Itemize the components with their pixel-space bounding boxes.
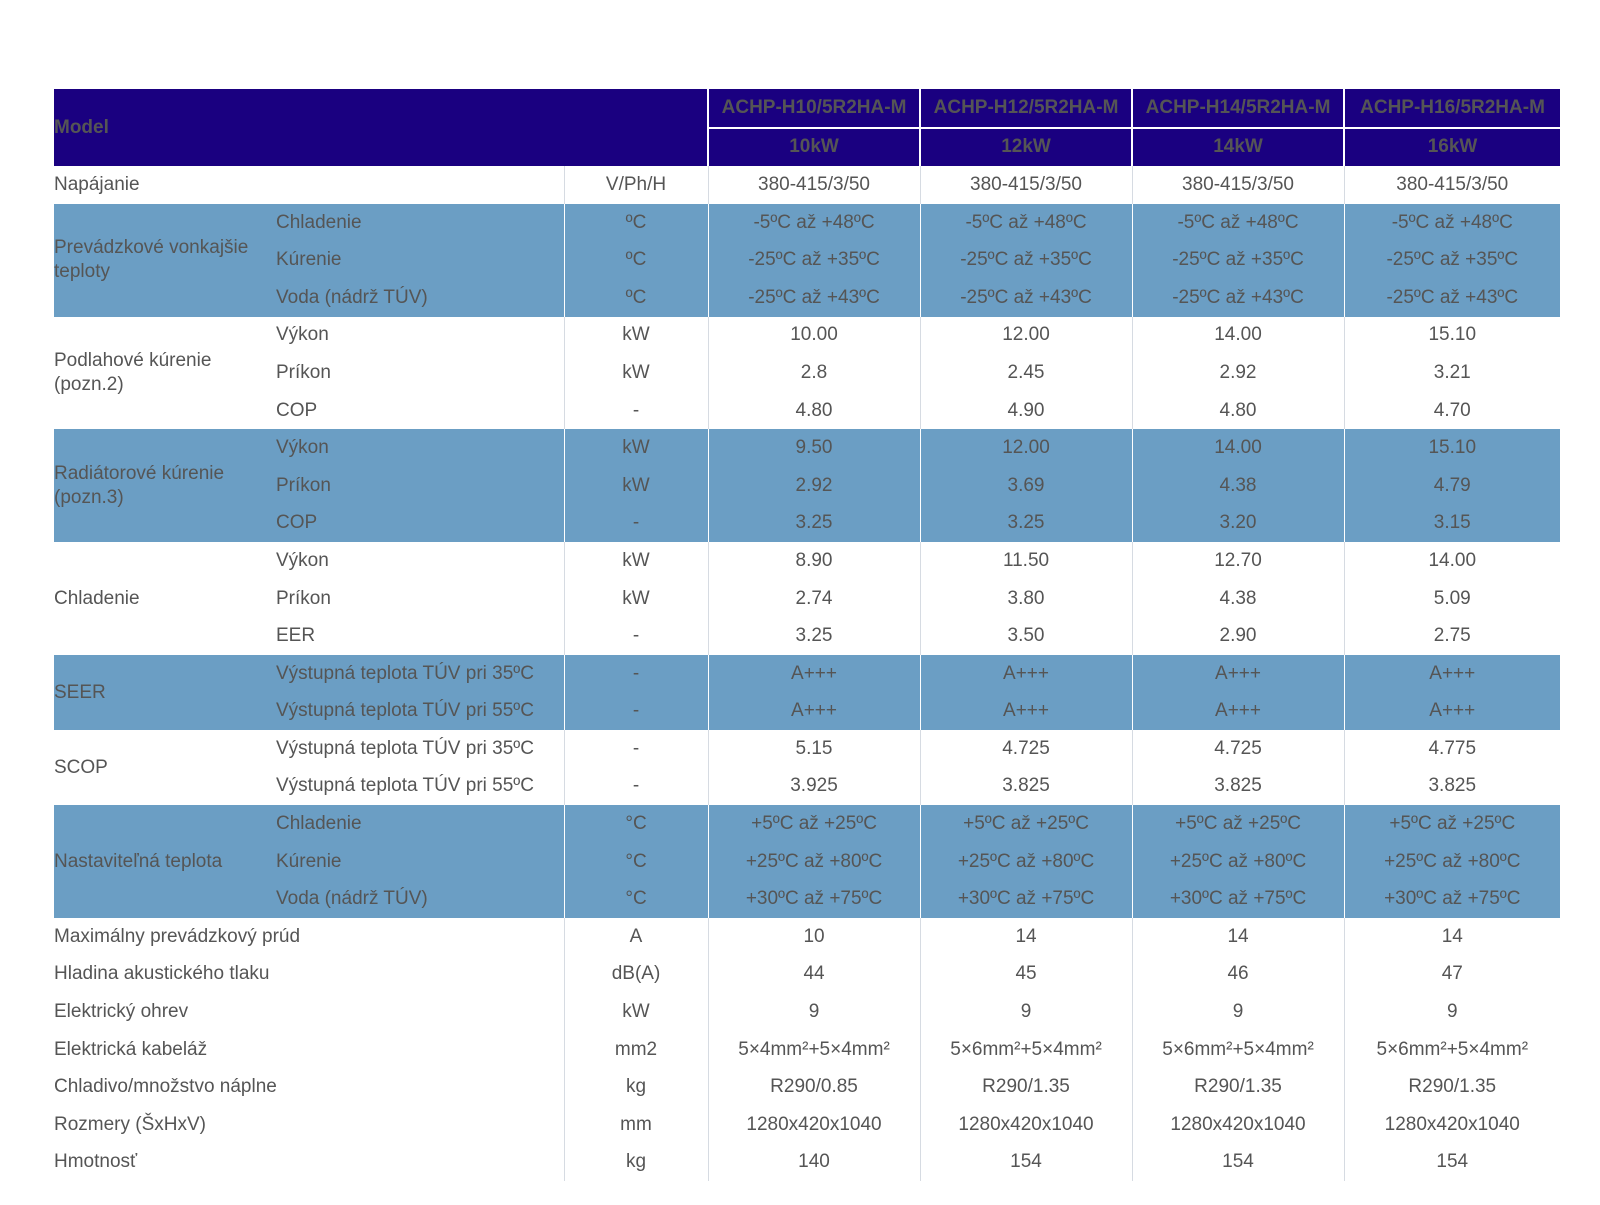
spec-row-dimensions [54,1106,1560,1144]
value-cell: 3.825 [920,768,1132,806]
spec-row-ambient-1 [54,204,1560,242]
row-unit: kW [564,580,708,618]
spec-row-wiring [54,1031,1560,1069]
value-cell: 15.10 [1428,324,1477,346]
spec-row-radiator-1 [54,429,1560,467]
model-capacity: 14kW [1132,128,1344,167]
row-sublabel: Výkon [276,542,564,580]
value-cell: 2.90 [1132,617,1344,655]
spec-row-cooling-2 [54,580,1560,618]
row-label: Napájanie [54,166,564,204]
spec-row-noise [54,956,1560,994]
spec-row-supply [54,166,1560,204]
value-cell: A+++ [708,655,920,693]
value-cell: -25ºC až +43ºC [1344,279,1560,317]
value-cell: -25ºC až +35ºC [708,241,920,279]
value-cell: 10.00 [708,317,920,355]
value-cell: 44 [708,956,920,994]
row-unit: - [564,617,708,655]
value-cell: R290/1.35 [1408,1076,1497,1098]
spec-row-ambient-2 [54,241,1560,279]
row-label: Elektrická kabeláž [54,1031,564,1069]
value-cell: +30ºC až +75ºC [708,880,920,918]
value-cell: 8.90 [708,542,920,580]
row-label: Chladivo/množstvo náplne [54,1068,564,1106]
value-cell: 5×4mm²+5×4mm² [708,1031,920,1069]
value-cell: +25ºC až +80ºC [1344,843,1560,881]
value-cell: 4.725 [920,730,1132,768]
value-cell: 4.79 [1344,467,1560,505]
row-label: Maximálny prevádzkový prúd [54,918,564,956]
row-unit: - [564,505,708,543]
value-cell: +25ºC až +80ºC [920,843,1132,881]
row-unit: V/Ph/H [564,166,708,204]
value-cell: +5ºC až +25ºC [1132,805,1344,843]
row-unit: kg [564,1068,708,1106]
group-label: Nastaviteľná teplota [54,805,276,918]
spec-row-adjustable-2 [54,843,1560,881]
row-unit: mm [564,1106,708,1144]
spec-row-adjustable-1 [54,805,1560,843]
value-cell: 3.825 [1428,775,1477,797]
value-cell: 2.92 [1132,354,1344,392]
value-cell: 154 [1132,1144,1344,1182]
value-cell: 9.50 [708,429,920,467]
value-cell: 5×6mm²+5×4mm² [1376,1038,1529,1060]
value-cell: 47 [1441,963,1463,985]
value-cell: 14.00 [1132,429,1344,467]
value-cell: 154 [1436,1151,1469,1173]
spec-table [54,89,1560,1181]
value-cell: A+++ [1344,693,1560,731]
value-cell: -25ºC až +35ºC [1132,241,1344,279]
row-sublabel: Výstupná teplota TÚV pri 55ºC [276,768,564,806]
value-cell: A+++ [920,693,1132,731]
value-cell: 380-415/3/50 [708,166,920,204]
value-cell: 1280x420x1040 [708,1106,920,1144]
value-cell: 3.50 [920,617,1132,655]
row-unit: kW [564,467,708,505]
value-cell: 9 [1132,993,1344,1031]
value-cell: 12.70 [1132,542,1344,580]
row-unit: - [564,693,708,731]
value-cell: 380-415/3/50 [920,166,1132,204]
row-sublabel: Výkon [276,317,564,355]
row-unit: °C [564,880,708,918]
row-sublabel: COP [276,392,564,430]
row-label: Hmotnosť [54,1144,564,1182]
value-cell: 380-415/3/50 [1132,166,1344,204]
spec-row-scop-2 [54,768,1560,806]
row-sublabel: COP [276,505,564,543]
value-cell: 5×6mm²+5×4mm² [1132,1031,1344,1069]
spec-row-weight [54,1144,1560,1182]
value-cell: 2.75 [1433,625,1471,647]
value-cell: 14 [1441,925,1463,947]
model-name: ACHP-H14/5R2HA-M [1132,89,1344,128]
value-cell: +25ºC až +80ºC [1132,843,1344,881]
group-label: Prevádzkové vonkajšie teploty [54,204,276,317]
value-cell: 5.15 [708,730,920,768]
group-label: SCOP [54,756,108,778]
row-sublabel: Chladenie [276,805,564,843]
row-unit: kW [564,317,708,355]
row-unit: kW [564,429,708,467]
value-cell: 3.925 [708,768,920,806]
row-sublabel: Príkon [276,467,564,505]
group-label: Radiátorové kúrenie (pozn.3) [54,429,276,542]
model-name: ACHP-H16/5R2HA-M [1344,89,1560,128]
value-cell: 3.80 [920,580,1132,618]
value-cell: 3.25 [708,505,920,543]
value-cell: 14.00 [1132,317,1344,355]
value-cell: 14 [1132,918,1344,956]
spec-row-ambient-3 [54,279,1560,317]
value-cell: -25ºC až +43ºC [920,279,1132,317]
value-cell: +5ºC až +25ºC [708,805,920,843]
spec-row-cooling-3 [54,617,1560,655]
value-cell: 11.50 [920,542,1132,580]
spec-row-radiator-3 [54,505,1560,543]
row-unit: A [564,918,708,956]
value-cell: 5×6mm²+5×4mm² [920,1031,1132,1069]
value-cell: 45 [920,956,1132,994]
row-sublabel: Príkon [276,354,564,392]
value-cell: 4.38 [1132,580,1344,618]
value-cell: +30ºC až +75ºC [920,880,1132,918]
spec-row-floor-3 [54,392,1560,430]
row-unit: - [564,392,708,430]
value-cell: 1280x420x1040 [920,1106,1132,1144]
row-unit: ºC [564,241,708,279]
model-name: ACHP-H12/5R2HA-M [920,89,1132,128]
row-sublabel: Kúrenie [276,241,564,279]
spec-row-heater [54,993,1560,1031]
header-row-models [54,89,1560,128]
value-cell: 14.00 [1428,549,1477,571]
value-cell: +5ºC až +25ºC [1344,805,1560,843]
value-cell: -25ºC až +43ºC [1132,279,1344,317]
value-cell: -5ºC až +48ºC [708,204,920,242]
value-cell: 2.8 [708,354,920,392]
row-unit: kW [564,993,708,1031]
value-cell: R290/1.35 [920,1068,1132,1106]
value-cell: A+++ [1132,655,1344,693]
value-cell: 380-415/3/50 [1396,173,1509,195]
value-cell: 12.00 [920,317,1132,355]
model-capacity: 16kW [1344,128,1560,167]
value-cell: 1280x420x1040 [1132,1106,1344,1144]
value-cell: A+++ [920,655,1132,693]
row-sublabel: Kúrenie [276,843,564,881]
row-label: Hladina akustického tlaku [54,956,564,994]
value-cell: 3.69 [920,467,1132,505]
spec-row-seer-1 [54,655,1560,693]
value-cell: 3.25 [920,505,1132,543]
row-unit: °C [564,805,708,843]
model-capacity: 12kW [920,128,1132,167]
value-cell: 3.20 [1132,505,1344,543]
row-unit: kW [564,542,708,580]
value-cell: 4.70 [1433,399,1471,421]
row-unit: mm2 [564,1031,708,1069]
value-cell: 3.825 [1132,768,1344,806]
value-cell: R290/1.35 [1132,1068,1344,1106]
row-unit: - [564,655,708,693]
row-label: Elektrický ohrev [54,993,564,1031]
spec-row-refrigerant [54,1068,1560,1106]
value-cell: 2.45 [920,354,1132,392]
value-cell: 15.10 [1344,429,1560,467]
row-unit: kg [564,1144,708,1182]
spec-row-max-current [54,918,1560,956]
row-unit: - [564,768,708,806]
value-cell: 2.92 [708,467,920,505]
row-sublabel: EER [276,617,564,655]
row-unit: kW [564,354,708,392]
value-cell: 4.38 [1132,467,1344,505]
value-cell: A+++ [708,693,920,731]
value-cell: -25ºC až +35ºC [1344,241,1560,279]
model-capacity: 10kW [708,128,920,167]
spec-row-cooling-1 [54,542,1560,580]
value-cell: 140 [708,1144,920,1182]
value-cell: 9 [920,993,1132,1031]
model-name: ACHP-H10/5R2HA-M [708,89,920,128]
value-cell: -5ºC až +48ºC [920,204,1132,242]
value-cell: +30ºC až +75ºC [1344,880,1560,918]
value-cell: 12.00 [920,429,1132,467]
row-sublabel: Voda (nádrž TÚV) [276,880,564,918]
row-label: Rozmery (ŠxHxV) [54,1106,564,1144]
row-sublabel: Chladenie [276,204,564,242]
value-cell: 1280x420x1040 [1384,1113,1520,1135]
value-cell: +30ºC až +75ºC [1132,880,1344,918]
value-cell: 3.25 [708,617,920,655]
model-header: Model [54,89,708,166]
value-cell: 4.775 [1428,737,1477,759]
row-sublabel: Výstupná teplota TÚV pri 55ºC [276,693,564,731]
group-label: Podlahové kúrenie (pozn.2) [54,349,212,395]
row-unit: ºC [564,204,708,242]
value-cell: 5.09 [1433,587,1471,609]
value-cell: 4.725 [1132,730,1344,768]
spec-row-floor-1 [54,317,1560,355]
spec-row-adjustable-3 [54,880,1560,918]
value-cell: 3.15 [1344,505,1560,543]
spec-row-radiator-2 [54,467,1560,505]
value-cell: -5ºC až +48ºC [1344,204,1560,242]
value-cell: -25ºC až +35ºC [920,241,1132,279]
row-unit: °C [564,843,708,881]
value-cell: 46 [1132,956,1344,994]
group-label: Chladenie [54,587,140,609]
value-cell: 9 [708,993,920,1031]
row-unit: dB(A) [564,956,708,994]
value-cell: 10 [708,918,920,956]
value-cell: R290/0.85 [708,1068,920,1106]
value-cell: 4.80 [1132,392,1344,430]
value-cell: 2.74 [708,580,920,618]
row-sublabel: Voda (nádrž TÚV) [276,279,564,317]
value-cell: A+++ [1132,693,1344,731]
value-cell: 4.90 [920,392,1132,430]
value-cell: +5ºC až +25ºC [920,805,1132,843]
row-sublabel: Výkon [276,429,564,467]
value-cell: A+++ [1344,655,1560,693]
spec-row-seer-2 [54,693,1560,731]
value-cell: 9 [1446,1001,1458,1023]
value-cell: 4.80 [708,392,920,430]
row-sublabel: Príkon [276,580,564,618]
spec-row-floor-2 [54,354,1560,392]
group-label: SEER [54,655,276,730]
value-cell: -25ºC až +43ºC [708,279,920,317]
value-cell: 14 [920,918,1132,956]
value-cell: +25ºC až +80ºC [708,843,920,881]
row-sublabel: Výstupná teplota TÚV pri 35ºC [276,655,564,693]
value-cell: -5ºC až +48ºC [1132,204,1344,242]
value-cell: 154 [920,1144,1132,1182]
value-cell: 3.21 [1433,361,1471,383]
row-unit: ºC [564,279,708,317]
spec-row-scop-1 [54,730,1560,768]
row-sublabel: Výstupná teplota TÚV pri 35ºC [276,730,564,768]
row-unit: - [564,730,708,768]
